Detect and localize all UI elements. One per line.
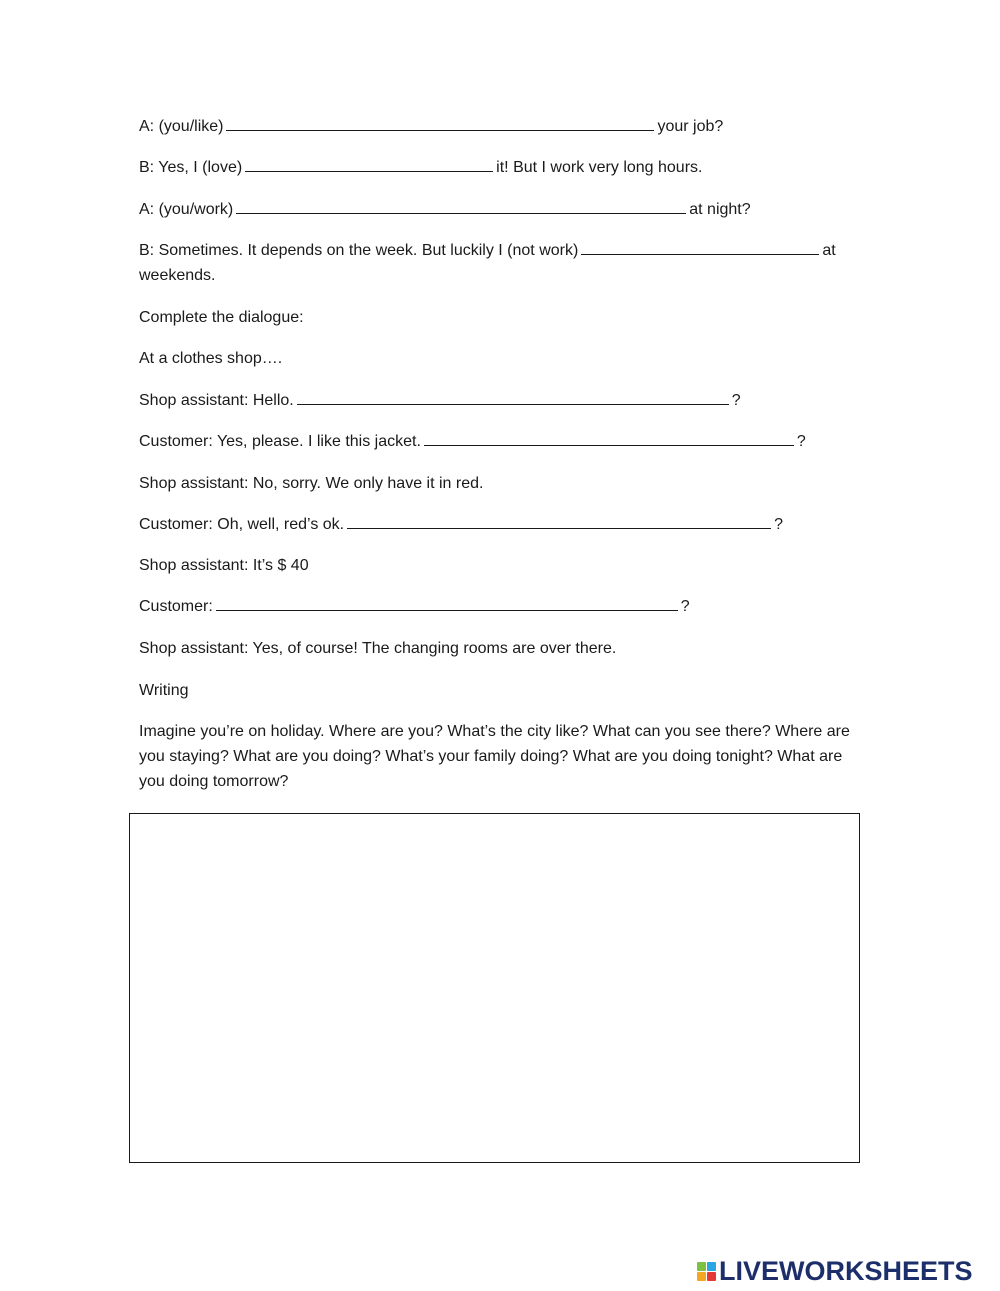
dialogue-line-3 <box>139 197 859 222</box>
dialogue-line-2-prompt: B: Yes, I (love) <box>139 159 243 176</box>
answer-blank[interactable] <box>424 430 794 446</box>
answer-blank[interactable] <box>245 156 493 172</box>
dialogue-line-4-end: at weekends. <box>139 242 836 284</box>
dialogue-line-4-prompt: B: Sometimes. It depends on the week. But luckily I (not work) <box>139 242 579 259</box>
shop-line-4-prompt: Customer: Oh, well, red’s ok. <box>139 516 345 533</box>
answer-blank[interactable] <box>216 595 678 611</box>
answer-blank[interactable] <box>581 239 819 255</box>
answer-blank[interactable] <box>236 198 686 214</box>
writing-answer-box[interactable] <box>129 813 860 1163</box>
writing-prompt: Imagine you’re on holiday. Where are you? What’s the city like? What can you see there? Where are you staying? What are you doing? What’s your family doing? What are you doing tonight? What are you doing tomorrow? <box>139 723 850 790</box>
shop-line-6-end: ? <box>680 598 690 615</box>
section-heading: Complete the dialogue: <box>139 309 304 326</box>
shop-line-3: Shop assistant: No, sorry. We only have it in red. <box>139 475 484 492</box>
logo-mark-icon <box>697 1262 716 1281</box>
dialogue-line-4 <box>139 238 859 288</box>
shop-line-1-prompt: Shop assistant: Hello. <box>139 392 294 409</box>
shop-line-2-prompt: Customer: Yes, please. I like this jacket. <box>139 433 421 450</box>
shop-line-6-prompt: Customer: <box>139 598 213 615</box>
shop-line-1-end: ? <box>731 392 741 409</box>
shop-line-2-end: ? <box>796 433 806 450</box>
shop-line-2 <box>139 429 859 454</box>
shop-line-4 <box>139 512 859 537</box>
answer-blank[interactable] <box>226 115 654 131</box>
dialogue-line-2-end: it! But I work very long hours. <box>496 159 703 176</box>
dialogue-line-3-prompt: A: (you/work) <box>139 201 234 218</box>
shop-line-4-end: ? <box>774 516 784 533</box>
dialogue-line-3-end: at night? <box>689 201 751 218</box>
logo-wordmark: LIVEWORKSHEETS <box>719 1255 973 1286</box>
writing-heading: Writing <box>139 682 189 699</box>
dialogue-line-2 <box>139 155 859 180</box>
dialogue-line-1-end: your job? <box>657 118 724 135</box>
scene-label: At a clothes shop…. <box>139 350 283 367</box>
shop-line-1 <box>139 388 859 413</box>
dialogue-line-1-prompt: A: (you/like) <box>139 118 224 135</box>
liveworksheets-logo <box>697 1256 973 1286</box>
shop-line-7: Shop assistant: Yes, of course! The changing rooms are over there. <box>139 640 617 657</box>
dialogue-line-1 <box>139 114 859 139</box>
answer-blank[interactable] <box>297 389 729 405</box>
shop-line-6 <box>139 594 859 619</box>
answer-blank[interactable] <box>347 513 771 529</box>
shop-line-5: Shop assistant: It’s $ 40 <box>139 557 309 574</box>
